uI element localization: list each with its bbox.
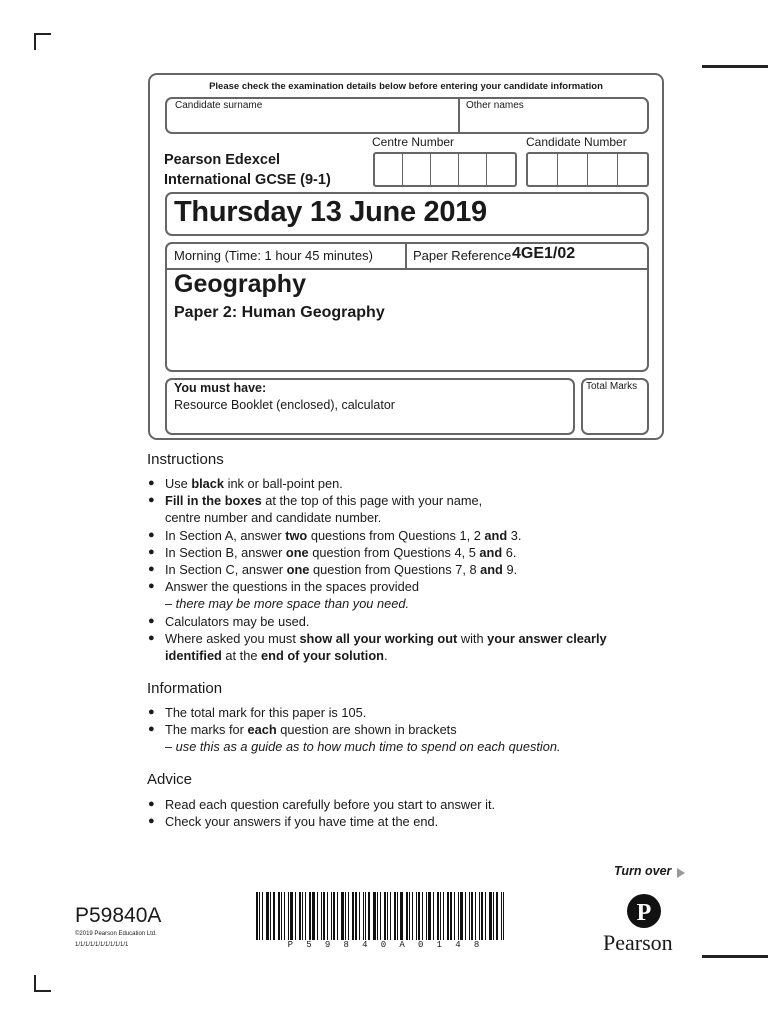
- barcode-bar: [503, 892, 504, 940]
- barcode-bar: [266, 892, 269, 940]
- exam-board: Pearson Edexcel: [164, 152, 281, 168]
- candidate-surname-label: Candidate surname: [175, 100, 263, 111]
- barcode-bar: [299, 892, 301, 940]
- barcode-bar: [262, 892, 263, 940]
- barcode-bar: [333, 892, 335, 940]
- barcode-bar: [400, 892, 403, 940]
- barcode-bar: [471, 892, 473, 940]
- crop-mark-bottom-horizontal: [34, 990, 51, 992]
- barcode-bar: [305, 892, 306, 940]
- information-heading: Information: [147, 680, 223, 697]
- turn-over-arrow-icon: [677, 868, 685, 878]
- barcode-bar: [365, 892, 366, 940]
- barcode-bar: [433, 892, 434, 940]
- list-item: ● The marks for each question are shown in brackets: [148, 721, 561, 738]
- list-item: ● Answer the questions in the spaces provided: [148, 578, 607, 595]
- barcode-bar: [416, 892, 417, 940]
- must-have-items: Resource Booklet (enclosed), calculator: [174, 398, 395, 412]
- barcode-bar: [479, 892, 480, 940]
- barcode-bar: [390, 892, 391, 940]
- barcode-bar: [460, 892, 463, 940]
- candidate-info-frame: [148, 73, 664, 440]
- list-item: ● Use black ink or ball-point pen.: [148, 475, 607, 492]
- barcode-char: 4: [362, 940, 368, 950]
- barcode-bar: [380, 892, 381, 940]
- barcode-bar: [363, 892, 364, 940]
- barcode-bar: [337, 892, 338, 940]
- barcode-bar: [481, 892, 483, 940]
- barcode-bar: [284, 892, 285, 940]
- barcode-bar: [312, 892, 315, 940]
- list-item: ● In Section B, answer one question from Questions 4, 5 and 6.: [148, 544, 607, 561]
- barcode-bar: [368, 892, 370, 940]
- barcode-bar: [281, 892, 282, 940]
- barcode-char: 4: [455, 940, 461, 950]
- bottom-right-rule: [702, 955, 768, 958]
- barcode-bar: [406, 892, 408, 940]
- barcode-bar: [450, 892, 452, 940]
- barcode-bar: [454, 892, 455, 940]
- barcode-bar: [270, 892, 271, 940]
- barcode-char: 0: [380, 940, 387, 950]
- crop-mark-top-vertical: [34, 33, 36, 50]
- list-item: ● In Section C, answer one question from Questions 7, 8 and 9.: [148, 561, 607, 578]
- barcode-bar: [458, 892, 459, 940]
- barcode-bar: [341, 892, 344, 940]
- session-time: Morning (Time: 1 hour 45 minutes): [174, 248, 373, 263]
- barcode-bar: [377, 892, 378, 940]
- qualification: International GCSE (9-1): [164, 172, 331, 188]
- centre-number-label: Centre Number: [372, 135, 455, 149]
- barcode-bar: [489, 892, 492, 940]
- barcode-bar: [259, 892, 260, 940]
- barcode-bar: [412, 892, 413, 940]
- logo-letter: P: [636, 900, 652, 926]
- list-item: ● Read each question carefully before you start to answer it.: [148, 796, 495, 813]
- advice-heading: Advice: [147, 771, 193, 788]
- barcode-bar: [469, 892, 470, 940]
- barcode-bar: [288, 892, 289, 940]
- barcode-bar: [422, 892, 423, 940]
- barcode-bar: [355, 892, 357, 940]
- barcode-bar: [290, 892, 293, 940]
- barcode-bar: [317, 892, 318, 940]
- list-item-continuation: – there may be more space than you need.: [165, 596, 410, 612]
- serial-number: 1/1/1/1/1/1/1/1/1/1/1: [75, 942, 129, 948]
- pearson-logo-icon: [627, 894, 661, 928]
- barcode-bar: [440, 892, 441, 940]
- paper-code: P59840A: [75, 904, 162, 927]
- list-item: ● Check your answers if you have time at the end.: [148, 813, 495, 830]
- barcode-bar: [321, 892, 322, 940]
- barcode-bar: [465, 892, 466, 940]
- paper-title: Paper 2: Human Geography: [174, 304, 385, 321]
- barcode-bar: [273, 892, 275, 940]
- barcode-bar: [387, 892, 388, 940]
- list-item: ● Fill in the boxes at the top of this page with your name,: [148, 492, 607, 509]
- barcode-bar: [327, 892, 328, 940]
- barcode-bar: [384, 892, 386, 940]
- name-divider: [458, 97, 460, 134]
- barcode-bar: [443, 892, 444, 940]
- barcode-char: 5: [306, 940, 312, 950]
- check-details-note: Please check the examination details below before entering your candidate information: [209, 81, 603, 92]
- must-have-label: You must have:: [174, 381, 267, 395]
- barcode-bar: [428, 892, 431, 940]
- instructions-list: [148, 475, 607, 664]
- reference-divider: [405, 242, 407, 269]
- list-item-continuation: – use this as a guide as to how much time to spend on each question.: [165, 739, 561, 755]
- candidate-number-label: Candidate Number: [526, 135, 627, 149]
- barcode-bar: [295, 892, 296, 940]
- barcode-char: 0: [417, 940, 424, 950]
- barcode-bar: [394, 892, 396, 940]
- barcode-bar: [447, 892, 449, 940]
- exam-date: Thursday 13 June 2019: [174, 196, 487, 228]
- barcode-bar: [437, 892, 439, 940]
- list-item-continuation: identified at the end of your solution.: [165, 648, 388, 664]
- barcode-bar: [493, 892, 494, 940]
- barcode-bar: [331, 892, 332, 940]
- barcode-bar: [278, 892, 280, 940]
- barcode-bar: [348, 892, 349, 940]
- paper-reference-label: Paper Reference: [413, 248, 512, 263]
- barcode-bar: [256, 892, 258, 940]
- barcode-char: 8: [473, 940, 480, 950]
- top-right-rule: [702, 65, 768, 68]
- barcode-bar: [426, 892, 427, 940]
- barcode-bar: [302, 892, 303, 940]
- list-item: ● In Section A, answer two questions from Questions 1, 2 and 3.: [148, 527, 607, 544]
- candidate-number-boxes[interactable]: [526, 152, 649, 187]
- barcode-bar: [397, 892, 398, 940]
- barcode-bar: [359, 892, 360, 940]
- crop-mark-top-horizontal: [34, 33, 51, 35]
- barcode-bar: [501, 892, 502, 940]
- barcode-bar: [345, 892, 346, 940]
- barcode-bar: [352, 892, 354, 940]
- list-item: ● Where asked you must show all your working out with your answer clearly: [148, 630, 607, 647]
- barcode-bar: [485, 892, 486, 940]
- candidate-surname-field[interactable]: [167, 99, 457, 132]
- barcode-bar: [409, 892, 410, 940]
- copyright: ©2019 Pearson Education Ltd.: [75, 931, 157, 937]
- turn-over-label: Turn over: [614, 864, 672, 878]
- barcode-char: 8: [343, 940, 349, 950]
- list-item: ● Calculators may be used.: [148, 613, 607, 630]
- other-names-field[interactable]: [461, 99, 647, 132]
- advice-list: [148, 796, 495, 830]
- barcode-char: 1: [436, 940, 443, 950]
- barcode-char: 9: [324, 940, 331, 950]
- barcode-bar: [309, 892, 311, 940]
- barcode-bar: [323, 892, 325, 940]
- list-item-continuation: centre number and candidate number.: [165, 510, 382, 526]
- barcode: [256, 892, 511, 940]
- other-names-label: Other names: [466, 100, 524, 111]
- pearson-logo-text: Pearson: [603, 930, 673, 955]
- instructions-heading: Instructions: [147, 451, 224, 468]
- information-list: [148, 704, 561, 756]
- barcode-bar: [373, 892, 376, 940]
- barcode-char: A: [399, 940, 405, 950]
- barcode-bar: [418, 892, 420, 940]
- barcode-text: [256, 940, 511, 950]
- total-marks-label: Total Marks: [586, 381, 638, 392]
- paper-reference-code: 4GE1/02: [512, 245, 576, 262]
- centre-number-boxes[interactable]: [373, 152, 517, 187]
- barcode-bar: [475, 892, 476, 940]
- subject-title: Geography: [174, 270, 306, 298]
- barcode-char: P: [287, 940, 294, 950]
- list-item: ● The total mark for this paper is 105.: [148, 704, 561, 721]
- barcode-bar: [496, 892, 498, 940]
